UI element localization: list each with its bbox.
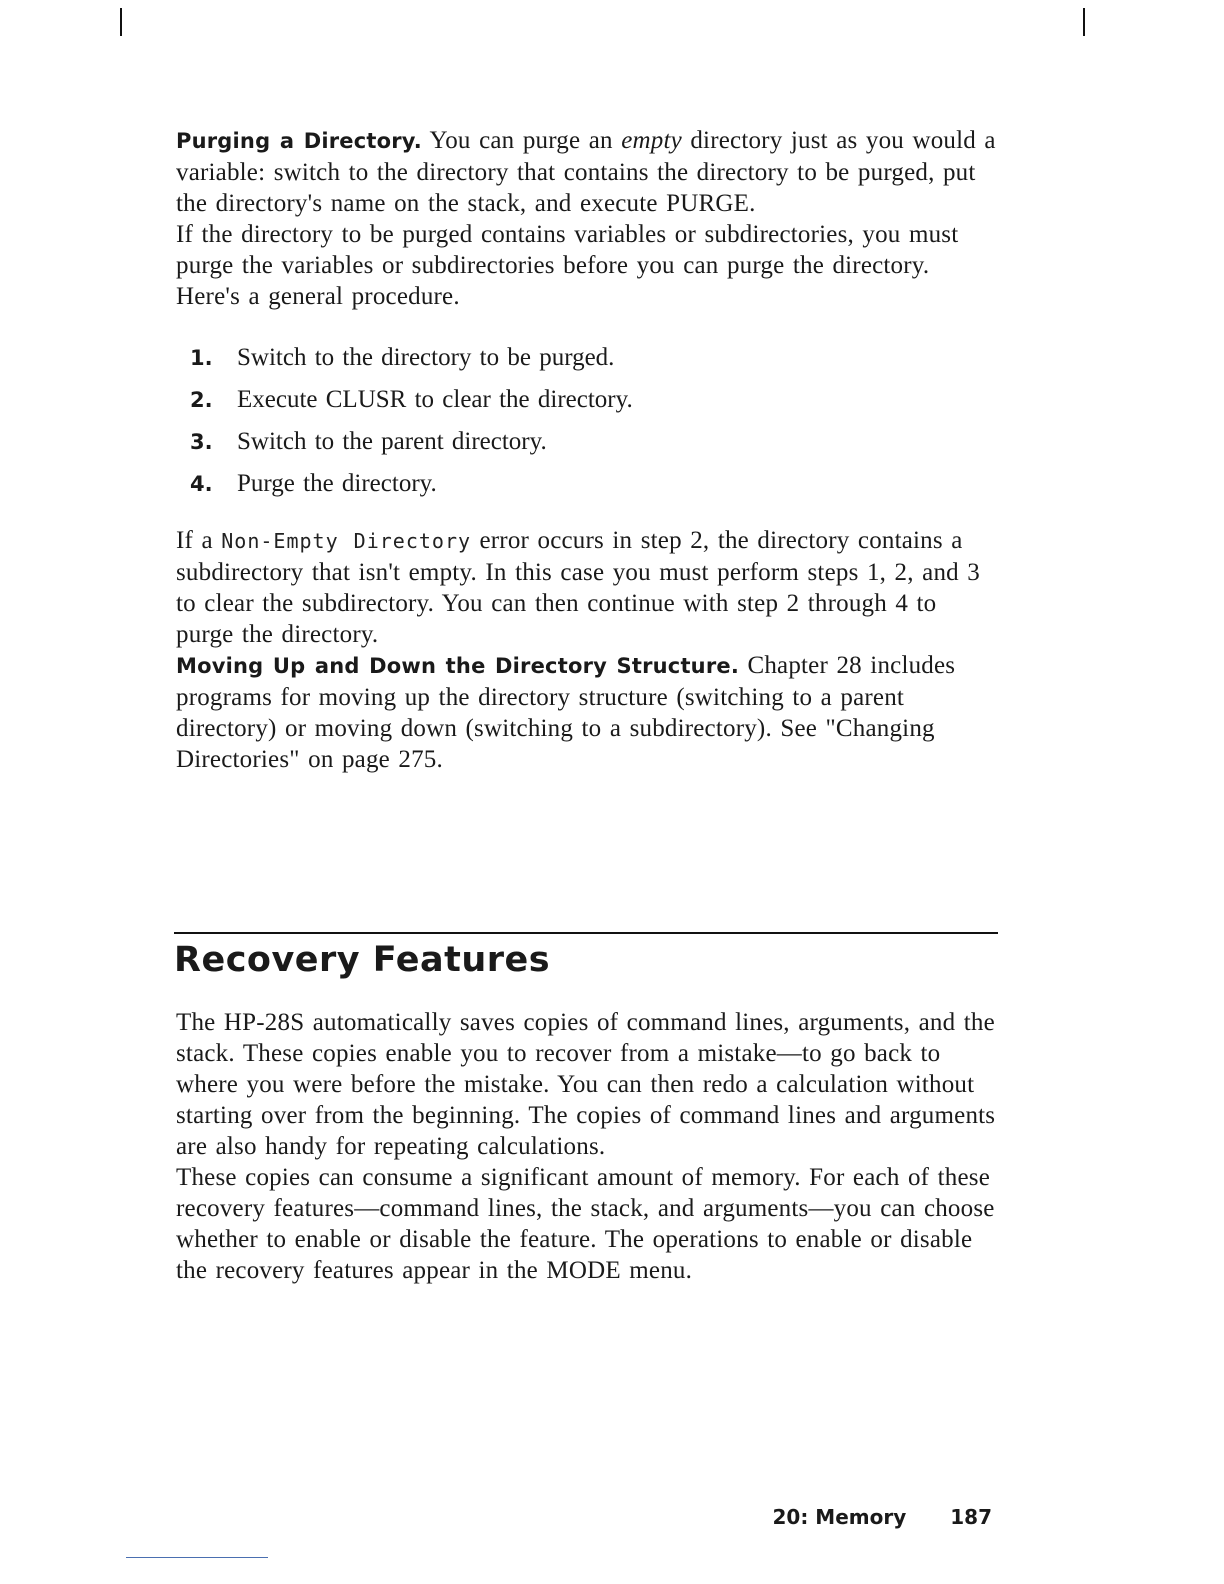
section-title: Recovery Features xyxy=(174,940,551,980)
error-text-a: If a xyxy=(176,527,213,554)
footer-rule xyxy=(126,1557,268,1558)
step-text: Switch to the parent directory. xyxy=(237,428,547,455)
step-text: Switch to the directory to be purged. xyxy=(237,344,615,371)
purging-heading: Purging a Directory. xyxy=(176,129,422,153)
step-text: Execute CLUSR to clear the directory. xyxy=(237,386,633,413)
moving-text: Chapter 28 includes programs for moving up the directory structure (switching to a parent directory) or moving down (switching to a subdirectory). See "Changing Directories" on page 275. xyxy=(176,652,956,773)
page-number: 187 xyxy=(950,1505,992,1529)
purging-text-b: directory just as you would a variable: switch to the directory that contains the directory to be purged, put the directory's name on the stack, and execute PURGE. xyxy=(176,127,996,217)
error-paragraph xyxy=(176,525,1000,650)
purging-text-a: You can purge an xyxy=(429,127,613,154)
error-message: Non-Empty Directory xyxy=(221,529,472,553)
step-number: 3. xyxy=(190,430,213,454)
recovery-paragraph-2: These copies can consume a significant amount of memory. For each of these recovery features—command lines, the stack, and arguments—you can choose whether to enable or disable the feature. The operations to enable or disable the recovery features appear in the MODE menu. xyxy=(176,1164,995,1284)
step-text: Purge the directory. xyxy=(237,470,437,497)
purging-paragraph xyxy=(176,125,1000,219)
step-number: 4. xyxy=(190,472,213,496)
step-number: 2. xyxy=(190,388,213,412)
page-footer xyxy=(773,1505,993,1529)
list-item xyxy=(190,421,1000,463)
purge-contents-paragraph: If the directory to be purged contains variables or subdirectories, you must purge the variables or subdirectories before you can purge the directory. Here's a general procedure. xyxy=(176,221,959,310)
crop-mark-right xyxy=(1083,8,1085,36)
crop-mark-left xyxy=(120,8,122,36)
list-item xyxy=(190,379,1000,421)
purging-emphasis: empty xyxy=(621,127,682,154)
footer-chapter: 20: Memory xyxy=(772,1505,907,1529)
section-divider xyxy=(174,932,998,934)
step-number: 1. xyxy=(190,346,213,370)
list-item xyxy=(190,463,1000,505)
recovery-content xyxy=(176,1007,996,1286)
main-content xyxy=(176,125,1000,775)
list-item xyxy=(190,337,1000,379)
error-text-b: error occurs in step 2, the directory contains a subdirectory that isn't empty. In this case you must perform steps 1, 2, and 3 to clear the subdirectory. You can then continue with step 2 through 4 to purge the directory. xyxy=(176,527,980,648)
recovery-paragraph-1: The HP-28S automatically saves copies of command lines, arguments, and the stack. These copies enable you to recover from a mistake—to go back to where you were before the mistake. You can then redo a calculation without starting over from the beginning. The copies of command lines and arguments are also handy for repeating calculations. xyxy=(176,1009,996,1160)
moving-heading: Moving Up and Down the Directory Structure. xyxy=(176,654,740,678)
moving-paragraph xyxy=(176,650,1000,775)
procedure-list xyxy=(190,337,1000,505)
